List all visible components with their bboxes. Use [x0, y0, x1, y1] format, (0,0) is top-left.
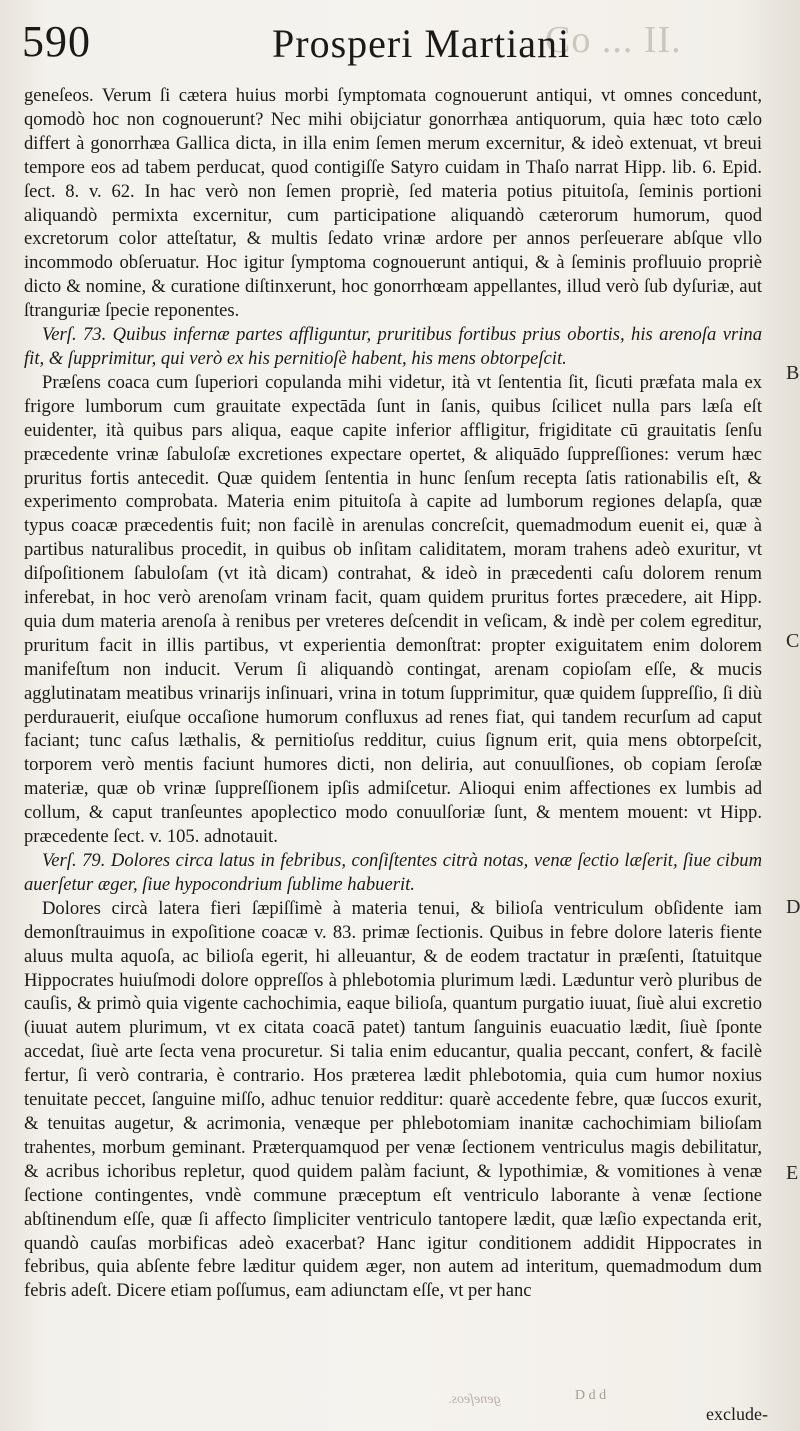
signature-mark: D d d	[575, 1388, 607, 1403]
margin-letter-b: B	[786, 362, 800, 384]
bleed-through-title: Co ... II.	[545, 19, 682, 61]
page-number: 590	[22, 17, 91, 66]
margin-letter-d: D	[786, 896, 800, 918]
verse-heading-73: Verſ. 73. Quibus infernæ partes affliguntur, pruritibus fortibus prius obortis, his arenoſa vrina fit, & ſupprimitur, qui verò ex his pernitioſè habent, his mens obtorpeſcit.	[24, 324, 762, 369]
paragraph-commentary-73: Præſens coaca cum ſuperiori copulanda mihi videtur, ità vt ſententia ſit, ſicuti præfata mala ex frigore lumborum cum grauitate expectāda ſunt in ſanis, quibus ſcilicet nulla pars læſa eſt euidenter, ità quibus pars aliqua, eaque capite inferior affligitur, frigiditate cū grauitatis ſenſu præcedente vrinæ ſabuloſæ excretiones expectare opertet, & aliquādo ſuppreſſiones: verum hæc pruritus fortis antecedit. Quæ quidem ſententia in hunc ſenſum recepta ſatis rationabilis eſt, & experimento comprobata. Materia enim pituitoſa à capite ad lumborum regiones delapſa, quæ typus coacæ præcedentis fuit; non facilè in arenulas concreſcit, quemadmodum euenit ei, quæ à partibus naturalibus procedit, in quibus ob inſitam caliditatem, moram trahens adeò exuritur, vt diſpoſitionem ſabuloſam (vt ità dicam) contrahat, & ideò in præcedenti caſu dolorem renum inferebat, in hoc verò arenoſam vrinam facit, quam quidem pruritus fortes præcedere, ait Hipp. quia dum materia arenoſa à renibus per vreteres deſcendit in veſicam, & indè per colem egreditur, pruritum facit in illis partibus, vt experientia demonſtrat: propter exiguitatem enim dolorem manifeſtum non inducit. Verum ſi aliquandò contingat, arenam copioſam eſſe, & mucis agglutinatam meatibus vrinarijs inſinuari, vrina in totum ſupprimitur, quæ quidem ſuppreſſio, ſi diù perdurauerit, eiuſque occaſione humorum confluxus ad renes fiat, qui tandem recurſum ad caput faciant; tunc caſus læthalis, & pernitioſus redditur, cuius ſignum erit, quia mens obtorpeſcit, torporem verò mentis faciunt humores dicti, non deliria, aut conuulſiones, ob copiam ſeroſæ materiæ, quæ ob vrinæ ſuppreſſionem ipſis admiſcetur. Alioqui enim affectiones ex lumbis ad collum, & caput tranſeuntes apoplectico modo conuulſoriæ ſunt, & mentem mouent: vt Hipp. præcedente ſect. v. 105. adnotauit.	[24, 371, 762, 848]
paragraph-intro: geneſeos. Verum ſi cætera huius morbi ſymptomata cognouerunt antiqui, vt omnes concedunt, qomodò hoc non cognouerunt? Nec mihi obijciatur gonorrhæa antiquorum, quia hæc toto cælo differt à gonorrhæa Gallica dicta, in illa enim ſemen merum excernitur, & ideò extenuat, vt breui tempore eos ad tabem perducat, quod contigiſſe Satyro cuidam in Thaſo narrat Hipp. lib. 6. Epid. ſect. 8. v. 62. In hac verò non ſemen propriè, ſed materia potius pituitoſa, ſeminis portioni aliquandò permixta excernitur, cum participatione aliquandò cæterorum humorum, quod excretorum color atteſtatur, & multis ſedato vrinæ ardore per annos perſeuerare abſque vllo incommodo obſeruatur. Hoc igitur ſymptoma cognouerunt antiqui, & à ſeminis profluuio propriè dicto & nomine, & curatione diſtinxerunt, hoc gonorrhœam appellantes, illud verò ſub dyſuriæ, aut ſtranguriæ ſpecie reponentes.	[24, 85, 762, 322]
running-title: Prosperi Martiani	[272, 21, 571, 66]
margin-letter-c: C	[786, 630, 800, 652]
body-text	[24, 84, 762, 1303]
catchword: exclude-	[706, 1404, 768, 1424]
verse-heading-79: Verſ. 79. Dolores circa latus in febribus, conſiſtentes citrà notas, venæ ſectio læſerit, ſiue cibum auerſetur æger, ſiue hypocondrium ſublime habuerit.	[24, 850, 762, 895]
page-header	[22, 14, 582, 68]
margin-letter-e: E	[786, 1162, 799, 1184]
paragraph-commentary-79: Dolores circà latera fieri ſæpiſſimè à materia tenui, & bilioſa ventriculum obſidente iam demonſtrauimus in expoſitione coacæ v. 83. primæ ſectionis. Quibus in febre dolore lateris fiente aluus multa aquoſa, ac bilioſa egerit, hi alleuantur, & de eodem tractatur in præſenti, ſtatuitque Hippocrates huiuſmodi dolore oppreſſos à phlebotomia plurimum lædi. Læduntur verò pluribus de cauſis, & primò quia vigente cachochimia, eaque bilioſa, quantum purgatio iuuat, ſiuè alui excretio (iuuat autem plurimum, vt ex citata coacā patet) tantum ſanguinis euacuatio lædit, ſiuè ſponte accedat, ſiuè arte ſecta vena procuretur. Si talia enim educantur, qualia peccant, confert, & facilè fertur, ſi verò contraria, è contrario. Hos præterea lædit phlebotomia, quia cum humor noxius tenuitate peccet, ſanguine miſſo, adhuc tenuior redditur: quarè accedente febre, quæ ſuccos exurit, & tenuitas augetur, & acrimonia, venæque per phlebotomiam inanitæ cachochimiam bilioſam trahentes, morbum geminant. Præterquamquod per venæ ſectionem ventriculus magis debilitatur, & acribus ichoribus repletur, quod quidem palàm faciunt, & lypothimiæ, & vomitiones à venæ ſectione contingentes, vndè commune præceptum eſt ventriculo laborante à venæ ſectione abſtinendum eſſe, quæ ſi affecto ſimpliciter ventriculo tantopere lædit, quæ læſio expectanda erit, quandò cauſas morbificas adeò exacerbat? Hanc igitur conditionem addidit Hippocrates in febribus, quia abſente febre læditur quidem æger, non autem ad interitum, quemadmodum dum febris adeſt. Dicere etiam poſſumus, eam adiunctam eſſe, vt per hanc	[24, 897, 762, 1302]
bleed-through-bottom: geneſeos.	[448, 1392, 501, 1407]
